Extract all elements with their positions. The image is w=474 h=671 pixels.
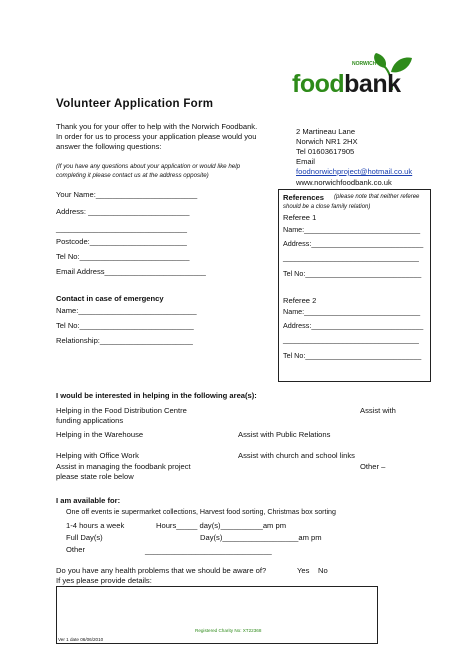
- form-title: Volunteer Application Form: [56, 98, 214, 110]
- emergency-tel-field[interactable]: Tel No:___________________________: [56, 321, 194, 330]
- emergency-relationship-field[interactable]: Relationship:______________________: [56, 336, 193, 345]
- intro-note-1: (If you have any questions about your application or would like help: [56, 163, 241, 170]
- area-church-school-links[interactable]: Assist with church and school links: [238, 451, 355, 460]
- postcode-field[interactable]: Postcode:_______________________: [56, 237, 187, 246]
- references-heading: References: [283, 193, 324, 202]
- health-yes-option[interactable]: Yes: [297, 566, 310, 575]
- address-line-2: Norwich NR1 2HX: [296, 137, 358, 146]
- email-address-field[interactable]: Email Address________________________: [56, 267, 206, 276]
- references-note-2: should be a close family relation): [283, 204, 371, 210]
- referee-2-label: Referee 2: [283, 296, 317, 305]
- health-details-label: If yes please provide details:: [56, 576, 152, 585]
- referee-1-address-field[interactable]: Address:____________________________: [283, 239, 424, 248]
- references-note-1: (please note that neither referee: [334, 194, 420, 200]
- referee-2-tel-field[interactable]: Tel No:_____________________________: [283, 351, 422, 360]
- logo-word-bank: bank: [344, 70, 401, 98]
- availability-hours-field[interactable]: Hours_____ day(s)__________am pm: [156, 521, 287, 530]
- availability-heading: I am available for:: [56, 496, 121, 505]
- availability-full-days[interactable]: Full Day(s): [66, 533, 103, 542]
- health-no-option[interactable]: No: [318, 566, 328, 575]
- address-field-line-2[interactable]: _______________________________: [56, 224, 187, 233]
- availability-days-field[interactable]: Day(s)__________________am pm: [200, 533, 322, 542]
- referee-1-address-line-2[interactable]: __________________________________: [283, 253, 419, 262]
- referee-1-name-field[interactable]: Name:_____________________________: [283, 225, 421, 234]
- address-field[interactable]: Address: ________________________: [56, 207, 190, 216]
- health-question: Do you have any health problems that we should be aware of?: [56, 566, 267, 575]
- area-food-distribution[interactable]: Helping in the Food Distribution Centre: [56, 406, 187, 415]
- emergency-heading: Contact in case of emergency: [56, 294, 164, 303]
- availability-other-field[interactable]: ______________________________: [145, 546, 272, 555]
- address-email-label: Email: [296, 157, 315, 166]
- referee-2-address-field[interactable]: Address:____________________________: [283, 321, 424, 330]
- intro-line-2: In order for us to process your application please would you: [56, 132, 257, 141]
- area-assist-with[interactable]: Assist with: [360, 406, 396, 415]
- version-date: Ver 1 date 06/06/2010: [58, 637, 104, 642]
- tel-field[interactable]: Tel No:__________________________: [56, 252, 190, 261]
- referee-1-tel-field[interactable]: Tel No:_____________________________: [283, 269, 422, 278]
- address-tel: Tel 01603617905: [296, 147, 355, 156]
- area-other[interactable]: Other –: [360, 462, 386, 471]
- logo-norwich-label: NORWICH: [352, 61, 377, 67]
- intro-note-2: completing it please contact us at the address opposite): [56, 172, 209, 179]
- area-warehouse[interactable]: Helping in the Warehouse: [56, 430, 144, 439]
- referee-2-address-line-2[interactable]: __________________________________: [283, 335, 419, 344]
- logo-word-food: food: [292, 70, 345, 98]
- availability-other[interactable]: Other: [66, 545, 85, 554]
- address-line-1: 2 Martineau Lane: [296, 127, 356, 136]
- availability-one-off[interactable]: One off events ie supermarket collections, Harvest food sorting, Christmas box sorting: [66, 508, 336, 516]
- areas-heading: I would be interested in helping in the following area(s):: [56, 391, 257, 400]
- area-funding-applications[interactable]: funding applications: [56, 416, 124, 425]
- area-public-relations[interactable]: Assist with Public Relations: [238, 430, 331, 439]
- intro-line-1: Thank you for your offer to help with the Norwich Foodbank.: [56, 122, 258, 131]
- area-manage-project[interactable]: Assist in managing the foodbank project: [56, 462, 191, 471]
- intro-line-3: answer the following questions:: [56, 142, 162, 151]
- area-office-work[interactable]: Helping with Office Work: [56, 451, 139, 460]
- foodbank-logo: [292, 52, 432, 108]
- area-state-role: please state role below: [56, 472, 134, 481]
- charity-number: Registered Charity No: XT22368: [195, 628, 262, 633]
- health-details-box[interactable]: [56, 586, 378, 644]
- website-text: www.norwichfoodbank.co.uk: [296, 178, 392, 187]
- your-name-field[interactable]: Your Name:________________________: [56, 190, 198, 199]
- availability-hours-week[interactable]: 1-4 hours a week: [66, 521, 125, 530]
- referee-1-label: Referee 1: [283, 213, 317, 222]
- referee-2-name-field[interactable]: Name:_____________________________: [283, 307, 421, 316]
- email-link[interactable]: foodnorwichproject@hotmail.co.uk: [296, 167, 413, 176]
- emergency-name-field[interactable]: Name:____________________________: [56, 306, 197, 315]
